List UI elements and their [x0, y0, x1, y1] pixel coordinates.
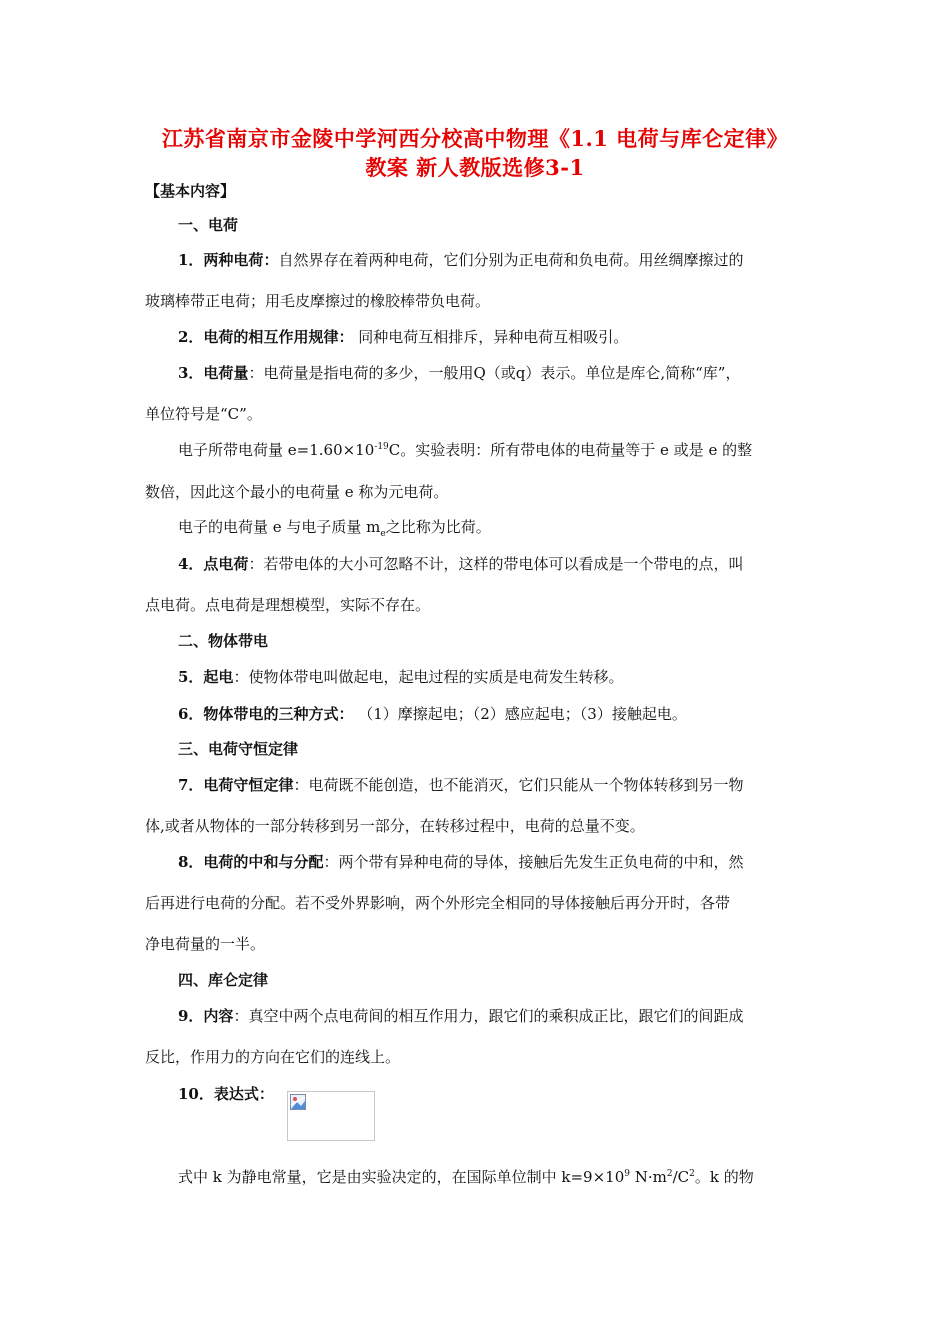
item-1-label: 1．两种电荷：	[178, 251, 279, 269]
item-4-line-2: 点电荷。点电荷是理想模型，实际不存在。	[145, 596, 431, 614]
electron-charge-text: 电子所带电荷量 e=1.60×10	[178, 441, 375, 459]
item-2-label: 2．电荷的相互作用规律：	[178, 328, 354, 346]
unit-text-2: /C	[672, 1168, 690, 1186]
item-2-text: 同种电荷互相排斥，异种电荷互相吸引。	[353, 328, 629, 346]
unit-exponent-c: 2	[689, 1169, 695, 1179]
electron-charge-text-cont: C。实验表明：所有带电体的电荷量等于 e 或是 e 的整	[388, 441, 753, 459]
item-9-line-1	[178, 1005, 743, 1026]
heading-conservation: 三、电荷守恒定律	[178, 740, 299, 758]
document-title-line2: 教案 新人教版选修3-1	[365, 155, 585, 180]
electron-mass-subscript: e	[380, 529, 386, 539]
coulomb-constant-line	[178, 1166, 754, 1187]
item-9-label: 9．内容	[178, 1007, 234, 1025]
item-6-label: 6．物体带电的三种方式：	[178, 705, 354, 723]
section-header: 【基本内容】	[145, 182, 236, 200]
item-4-label: 4．点电荷	[178, 555, 249, 573]
item-10-label: 10．表达式：	[178, 1085, 274, 1103]
unit-text-1: N·m	[630, 1168, 667, 1186]
item-7-label: 7．电荷守恒定律	[178, 776, 294, 794]
item-8-line-1	[178, 851, 743, 872]
formula-image	[287, 1091, 375, 1141]
item-1-line-1	[178, 249, 743, 270]
item-3-line-2: 单位符号是“C”。	[145, 405, 262, 423]
item-5-label: 5．起电	[178, 668, 234, 686]
item-5	[178, 666, 623, 687]
item-7-text: ：电荷既不能创造，也不能消灭，它们只能从一个物体转移到另一物	[293, 776, 744, 794]
item-7-line-1	[178, 774, 743, 795]
item-8-line-3: 净电荷量的一半。	[145, 935, 266, 953]
heading-electrification: 二、物体带电	[178, 632, 269, 650]
item-2	[178, 326, 628, 347]
unit-text-3: 。k 的物	[694, 1168, 754, 1186]
constant-exponent: 9	[624, 1169, 630, 1179]
item-9-text: ：真空中两个点电荷间的相互作用力，跟它们的乘积成正比，跟它们的间距成	[233, 1007, 744, 1025]
electron-charge-exponent: -19	[374, 442, 389, 452]
item-4-line-1	[178, 553, 743, 574]
item-5-text: ：使物体带电叫做起电，起电过程的实质是电荷发生转移。	[233, 668, 624, 686]
document-title-line1: 江苏省南京市金陵中学河西分校高中物理《1.1 电荷与库仑定律》	[161, 126, 789, 151]
specific-charge-text: 电子的电荷量 e 与电子质量 m	[178, 518, 381, 536]
electron-charge-line-2: 数倍，因此这个最小的电荷量 e 称为元电荷。	[145, 483, 449, 501]
item-8-label: 8．电荷的中和与分配	[178, 853, 324, 871]
item-7-line-2: 体,或者从物体的一部分转移到另一部分，在转移过程中，电荷的总量不变。	[145, 817, 645, 835]
unit-exponent-m: 2	[666, 1169, 673, 1179]
broken-image-icon	[290, 1094, 306, 1110]
heading-coulomb: 四、库仑定律	[178, 971, 269, 989]
heading-charge: 一、电荷	[178, 216, 239, 234]
item-6-text: （1）摩擦起电；（2）感应起电；（3）接触起电。	[353, 705, 687, 723]
item-3-text: ：电荷量是指电荷的多少，一般用Q（或q）表示。单位是库仑,简称“库”，	[248, 364, 741, 382]
item-6	[178, 703, 687, 724]
coulomb-constant-text: 式中 k 为静电常量，它是由实验决定的，在国际单位制中 k=9×10	[178, 1168, 625, 1186]
item-3-line-1	[178, 362, 740, 383]
item-8-line-2: 后再进行电荷的分配。若不受外界影响，两个外形完全相同的导体接触后再分开时，各带	[145, 894, 731, 912]
specific-charge-text-cont: 之比称为比荷。	[385, 518, 491, 536]
item-9-line-2: 反比，作用力的方向在它们的连线上。	[145, 1048, 401, 1066]
item-8-text: ：两个带有异种电荷的导体，接触后先发生正负电荷的中和，然	[323, 853, 744, 871]
item-3-label: 3．电荷量	[178, 364, 249, 382]
item-1-line-2: 玻璃棒带正电荷；用毛皮摩擦过的橡胶棒带负电荷。	[145, 292, 491, 310]
specific-charge-line	[178, 516, 491, 539]
item-1-text: 自然界存在着两种电荷，它们分别为正电荷和负电荷。用丝绸摩擦过的	[278, 251, 744, 269]
item-4-text: ：若带电体的大小可忽略不计，这样的带电体可以看成是一个带电的点，叫	[248, 555, 744, 573]
electron-charge-line-1	[178, 439, 752, 460]
